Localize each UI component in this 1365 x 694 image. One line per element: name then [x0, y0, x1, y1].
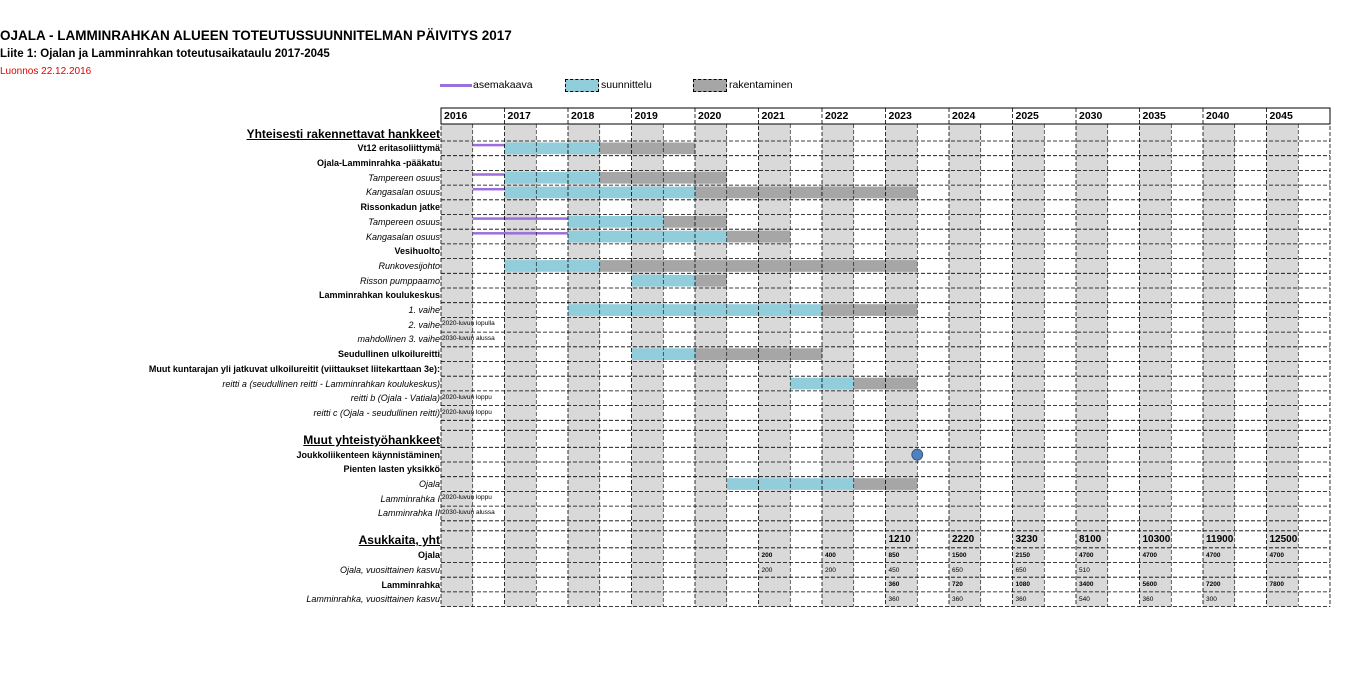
- resident-value: 200: [761, 551, 773, 559]
- resident-value: 4700: [1142, 551, 1157, 559]
- row-label: Runkovesijohto: [378, 260, 440, 271]
- row-label: reitti a (seudullinen reitti - Lamminrahkan koulukeskus): [222, 378, 440, 389]
- year-header: 2024: [952, 110, 976, 122]
- year-header: 2020: [698, 110, 722, 122]
- planning-bar: [505, 143, 600, 155]
- construction-bar: [600, 143, 695, 155]
- year-header: 2040: [1206, 110, 1230, 122]
- resident-value: 3230: [1015, 533, 1038, 545]
- row-label: Lamminrahka I: [380, 493, 440, 504]
- row-label: Tampereen osuus: [368, 172, 440, 183]
- construction-bar: [822, 304, 917, 316]
- row-note: 2030-luvun alussa: [442, 335, 495, 343]
- resident-value: 4700: [1206, 551, 1221, 559]
- resident-value: 360: [888, 581, 900, 589]
- resident-value: 200: [761, 566, 773, 574]
- resident-value: 510: [1079, 566, 1090, 574]
- resident-value: 450: [888, 566, 900, 574]
- legend-label: suunnittelu: [601, 79, 652, 91]
- resident-value: 360: [1015, 595, 1027, 603]
- row-label: Ojala: [418, 479, 440, 490]
- row-label: Muut yhteistyöhankkeet: [303, 432, 440, 447]
- resident-value: 2220: [952, 533, 975, 545]
- planning-bar: [505, 260, 600, 272]
- row-label: 2. vaihe: [408, 319, 440, 330]
- year-header: 2045: [1269, 110, 1293, 122]
- year-header: 2025: [1015, 110, 1039, 122]
- row-label: Rissonkadun jatke: [360, 202, 440, 213]
- row-label: 1. vaihe: [408, 305, 440, 316]
- milestone-marker: [912, 449, 923, 460]
- year-header: 2016: [444, 110, 468, 122]
- resident-value: 360: [888, 595, 900, 603]
- row-label: Vt12 eritasoliittymä: [357, 143, 440, 154]
- planning-bar: [505, 172, 600, 184]
- resident-value: 12500: [1269, 533, 1298, 545]
- year-header: 2019: [634, 110, 658, 122]
- construction-bar: [695, 275, 727, 287]
- resident-value: 850: [888, 551, 900, 559]
- row-label: Joukkoliikenteen käynnistäminen: [296, 449, 440, 460]
- row-note: 2020-luvun loppu: [442, 494, 492, 502]
- row-label: Ojala: [417, 550, 440, 561]
- row-label: Risson pumppaamo: [359, 275, 440, 286]
- row-label: reitti c (Ojala - seudullinen reitti): [313, 407, 440, 418]
- resident-value: 7200: [1206, 581, 1221, 589]
- resident-value: 1500: [952, 551, 967, 559]
- row-note: 2020-luvun lopulla: [442, 320, 495, 328]
- row-note: 2030-luvun alussa: [442, 509, 495, 517]
- year-header: 2021: [761, 110, 785, 122]
- resident-value: 200: [825, 566, 836, 574]
- resident-value: 8100: [1079, 533, 1102, 545]
- legend-label: asemakaava: [473, 79, 533, 91]
- row-label: mahdollinen 3. vaihe: [357, 334, 440, 345]
- row-label: Ojala-Lamminrahka -pääkatu: [316, 158, 440, 169]
- page-title: OJALA - LAMMINRAHKAN ALUEEN TOTEUTUSSUUNNITELMAN PÄIVITYS 2017: [0, 28, 512, 43]
- resident-value: 10300: [1142, 533, 1171, 545]
- row-label: Lamminrahka, vuosittainen kasvu: [306, 594, 440, 605]
- legend-label: rakentaminen: [729, 79, 793, 91]
- year-header: 2030: [1079, 110, 1103, 122]
- year-header: 2018: [571, 110, 595, 122]
- row-label: Lamminrahka II: [377, 508, 440, 519]
- resident-value: 540: [1079, 595, 1090, 603]
- row-label: Seudullinen ulkoilureitti: [337, 349, 440, 360]
- draft-date: Luonnos 22.12.2016: [0, 66, 92, 77]
- year-header: 2035: [1142, 110, 1166, 122]
- resident-value: 7800: [1269, 581, 1284, 589]
- row-label: Lamminrahka: [381, 579, 440, 590]
- resident-value: 720: [952, 581, 963, 589]
- row-label: Kangasalan osuus: [365, 231, 440, 242]
- year-header: 2017: [507, 110, 531, 122]
- row-label: Yhteisesti rakennettavat hankkeet: [246, 126, 440, 141]
- resident-value: 2150: [1015, 551, 1030, 559]
- resident-value: 650: [1015, 566, 1027, 574]
- resident-value: 300: [1206, 595, 1217, 603]
- resident-value: 400: [825, 551, 836, 559]
- row-label: Ojala, vuosittainen kasvu: [339, 564, 440, 575]
- planning-bar: [568, 231, 727, 243]
- row-label: Asukkaita, yht: [358, 533, 440, 548]
- resident-value: 360: [1142, 595, 1154, 603]
- resident-value: 4700: [1079, 551, 1094, 559]
- row-label: Vesihuolto: [394, 246, 440, 257]
- planning-bar: [568, 216, 663, 228]
- resident-value: 4700: [1269, 551, 1284, 559]
- resident-value: 650: [952, 566, 963, 574]
- construction-bar: [695, 187, 917, 199]
- resident-value: 1080: [1015, 581, 1030, 589]
- year-header: 2023: [888, 110, 912, 122]
- resident-value: 3400: [1079, 581, 1094, 589]
- row-label: Tampereen osuus: [368, 216, 440, 227]
- resident-value: 360: [952, 595, 963, 603]
- row-note: 2020-luvun loppu: [442, 408, 492, 416]
- row-label: Muut kuntarajan yli jatkuvat ulkoilureitit (viittaukset liitekarttaan 3e):: [148, 363, 440, 374]
- shade-column: [441, 124, 473, 607]
- row-label: reitti b (Ojala - Vatiala): [350, 393, 440, 404]
- row-label: Lamminrahkan koulukeskus: [318, 290, 440, 301]
- row-label: Kangasalan osuus: [365, 187, 440, 198]
- resident-value: 11900: [1206, 533, 1234, 545]
- page-subtitle: Liite 1: Ojalan ja Lamminrahkan toteutusaikataulu 2017-2045: [0, 48, 330, 60]
- resident-value: 1210: [888, 533, 911, 545]
- row-label: Pienten lasten yksikkö: [343, 464, 440, 475]
- resident-value: 5600: [1142, 581, 1157, 589]
- year-header: 2022: [825, 110, 849, 122]
- row-note: 2020-luvun loppu: [442, 393, 492, 401]
